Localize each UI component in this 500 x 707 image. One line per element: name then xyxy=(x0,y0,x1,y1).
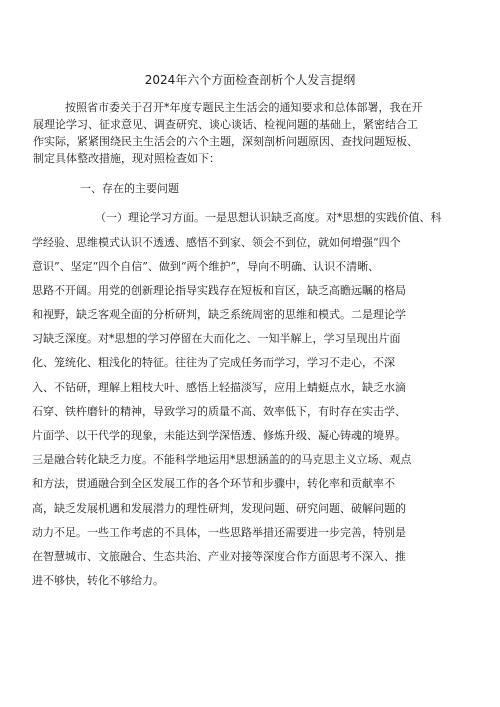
body-line: 思路不开阔。用党的创新理论指导实践存在短板和盲区，缺乏高瞻远瞩的格局 xyxy=(32,284,406,297)
body-line: 三是融合转化缺乏力度。不能科学地运用*思想涵盖的的马克思主义立场、观点 xyxy=(32,453,412,466)
body-line: 和视野，缺乏客观全面的分析研判，缺乏系统周密的思维和模式。二是理论学 xyxy=(32,308,406,321)
body-line: （一）理论学习方面。一是思想认识缺乏高度。对*思想的实践价值、科 xyxy=(95,211,442,224)
body-line: 和方法，贯通融合到全区发展工作的各个环节和步骤中，转化率和贡献率不 xyxy=(32,477,395,490)
body-line: 入、不钻研，理解上粗枝大叶、感悟上轻描淡写，应用上蜻蜓点水，缺乏水滴 xyxy=(32,381,406,394)
intro-line: 制定具体整改措施，现对照检查如下： xyxy=(33,152,220,165)
body-line: 石穿、铁杵磨针的精神，导致学习的质量不高、效率低下，有时存在实击学、 xyxy=(32,405,406,418)
body-line: 在智慧城市、文旅融合、生态共治、产业对接等深度合作方面思考不深入、推 xyxy=(32,550,406,563)
section-heading: 一、存在的主要问题 xyxy=(80,182,179,195)
body-line: 片面学、以干代学的现象，未能达到学深悟透、修炼升级、凝心铸魂的境界。 xyxy=(32,429,406,442)
body-line: 动力不足。一些工作考虑的不具体，一些思路举措还需要进一步完善，特别是 xyxy=(32,526,406,539)
body-line: 化、笼统化、粗浅化的特征。往往为了完成任务而学习，学习不走心，不深 xyxy=(32,356,395,369)
intro-line: 展理论学习、征求意见、调查研究、谈心谈话、检视问题的基础上，紧密结合工 xyxy=(33,118,418,131)
intro-line: 按照省市委关于召开*年度专题民主生活会的通知要求和总体部署，我在开 xyxy=(65,101,423,114)
intro-line: 作实际，紧紧围绕民主生活会的六个主题，深刻剖析问题原因、查找问题短板、 xyxy=(33,135,418,148)
body-line: 进不够快，转化不够给力。 xyxy=(32,574,164,587)
body-line: 学经验、思维模式认识不透透、感悟不到家、领会不到位，就如何增强“四个 xyxy=(32,236,401,249)
body-line: 高，缺乏发展机遇和发展潜力的理性研判，发现问题、研究问题、破解问题的 xyxy=(32,502,406,515)
body-line: 习缺乏深度。对*思想的学习停留在大而化之、一知半解上，学习呈现出片面 xyxy=(32,332,401,345)
body-line: 意识”、坚定“四个自信”、做到“两个维护”，导向不明确、认识不清晰、 xyxy=(32,260,380,273)
document-title: 2024年六个方面检查剖析个人发言提纲 xyxy=(144,73,356,87)
